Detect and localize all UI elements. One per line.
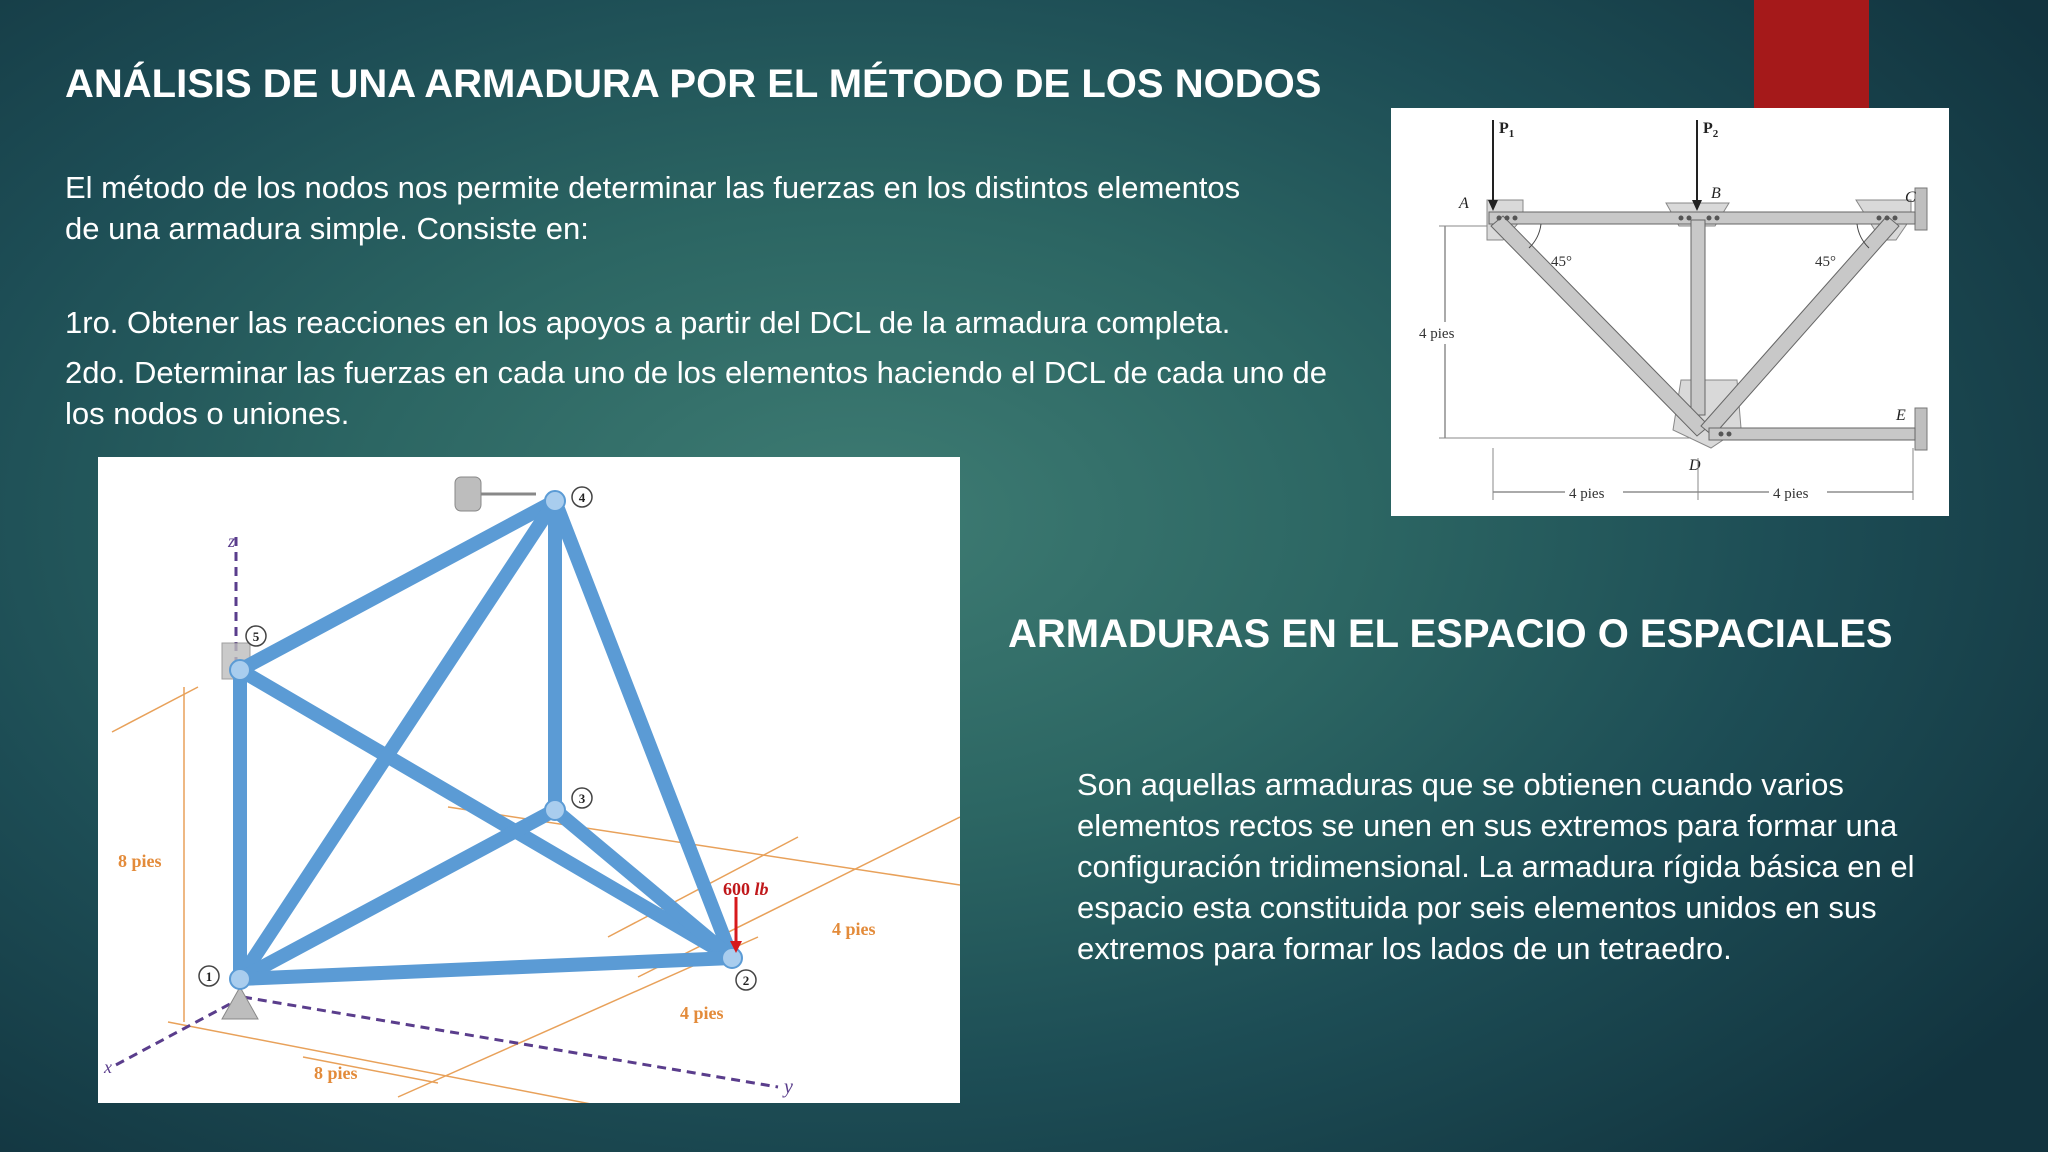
angle-left-label: 45° xyxy=(1551,254,1572,270)
joint-1 xyxy=(230,969,250,989)
space-truss-figure xyxy=(98,457,960,1103)
dim-height-label: 8 pies xyxy=(118,851,162,871)
space-truss-definition: Son aquellas armaduras que se obtienen cuando varios elementos rectos se unen en sus extremos para formar una configuración tridimensional. La armadura rígida básica en el espacio esta constituida por seis elementos unidos en sus extremos para formar los lados de un tetraedro. xyxy=(1077,767,1915,966)
node-a-label: A xyxy=(1459,195,1469,212)
accent-bar xyxy=(1754,0,1869,108)
load-p1-label: $P_1$ xyxy=(1499,120,1515,140)
member-ad xyxy=(1491,216,1709,436)
joint-4 xyxy=(545,491,565,511)
truss-members xyxy=(240,501,732,979)
support-node-4 xyxy=(455,477,481,511)
load-label: 600 lb xyxy=(723,879,769,899)
node-e-label: E xyxy=(1896,407,1906,424)
step-1: 1ro. Obtener las reacciones en los apoyos a partir del DCL de la armadura completa. xyxy=(65,305,1231,340)
wall-support-e xyxy=(1915,408,1927,450)
member-de xyxy=(1709,428,1915,440)
dim-right-label: 4 pies xyxy=(832,919,876,939)
node-d-label: D xyxy=(1689,457,1701,474)
node-b-label: B xyxy=(1711,185,1721,202)
node-2-label: 2 xyxy=(742,973,750,988)
dim-bottom-label: 8 pies xyxy=(314,1063,358,1083)
joint-2 xyxy=(722,948,742,968)
support-node-1 xyxy=(222,987,258,1019)
load-p2-label: $P_2$ xyxy=(1703,120,1719,140)
axis-z-label: z xyxy=(228,531,236,551)
wall-support-c xyxy=(1915,188,1927,230)
joint-3 xyxy=(545,800,565,820)
planar-truss-svg xyxy=(1391,108,1949,516)
step-2: 2do. Determinar las fuerzas en cada uno de los elementos haciendo el DCL de cada uno de los nodos o uniones. xyxy=(65,355,1328,431)
axis-y-label: y xyxy=(784,1076,793,1098)
height-label: 4 pies xyxy=(1419,326,1455,342)
node-5-label: 5 xyxy=(252,629,260,644)
space-truss-svg xyxy=(98,457,960,1103)
member-bd xyxy=(1691,220,1705,415)
joint-5 xyxy=(230,660,250,680)
span-left-label: 4 pies xyxy=(1569,486,1605,502)
main-title: ANÁLISIS DE UNA ARMADURA POR EL MÉTODO DE LOS NODOS xyxy=(65,62,1322,106)
dim-front-label: 4 pies xyxy=(680,1003,724,1023)
member-cd xyxy=(1701,216,1899,436)
axis-x-label: x xyxy=(104,1057,112,1077)
planar-truss-figure xyxy=(1391,108,1949,516)
space-truss-title: ARMADURAS EN EL ESPACIO O ESPACIALES xyxy=(1008,612,1893,656)
angle-right-label: 45° xyxy=(1815,254,1836,270)
intro-paragraph: El método de los nodos nos permite determinar las fuerzas en los distintos elementos de una armadura simple. Consiste en: xyxy=(65,170,1241,246)
node-c-label: C xyxy=(1905,189,1916,206)
span-right-label: 4 pies xyxy=(1773,486,1809,502)
node-4-label: 4 xyxy=(578,490,586,505)
node-1-label: 1 xyxy=(205,969,213,984)
node-3-label: 3 xyxy=(578,791,586,806)
